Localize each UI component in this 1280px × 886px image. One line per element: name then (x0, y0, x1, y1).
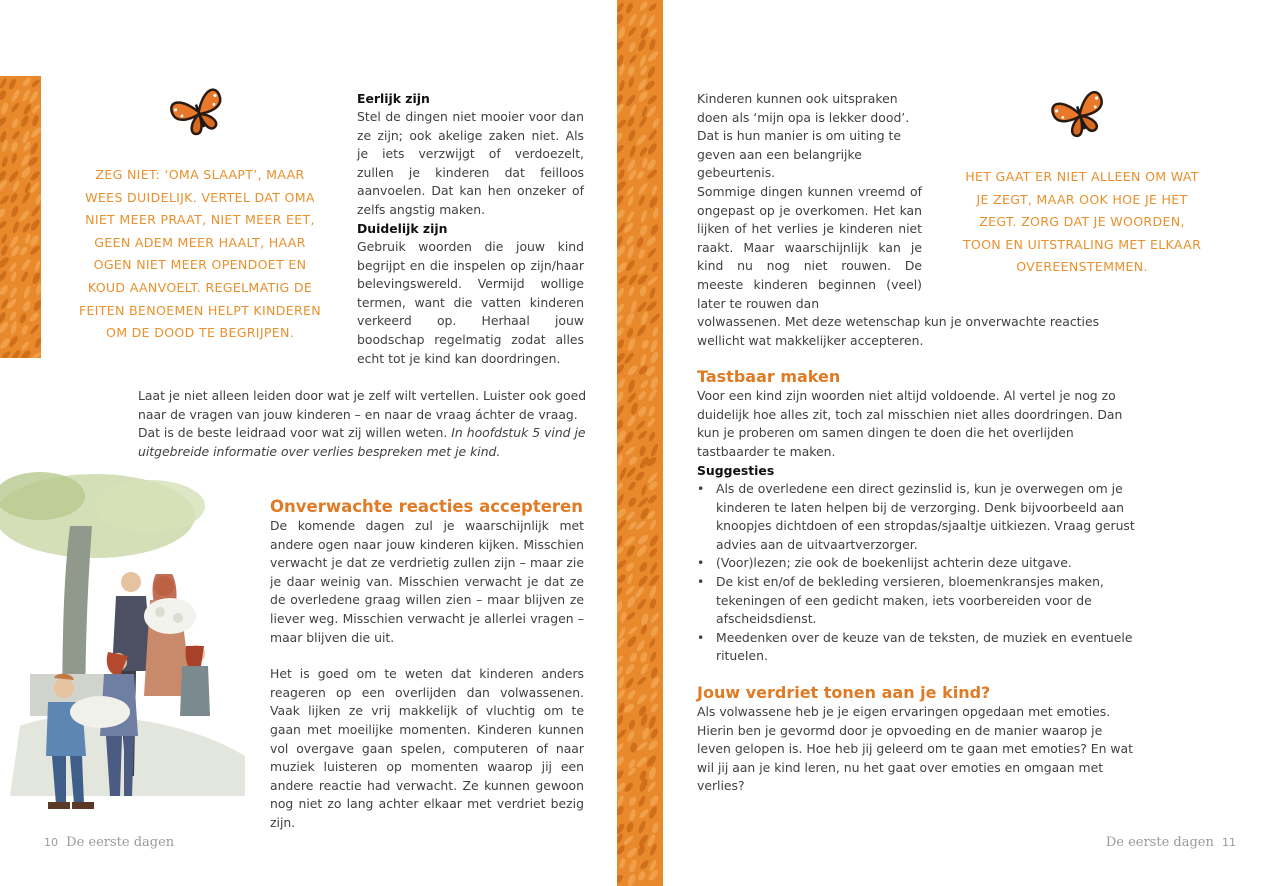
suggestion-text: De kist en/of de bekleding versieren, bloemenkransjes maken, tekeningen of een gedicht maken, iets voorbereiden voor de afscheidsdienst. (716, 573, 1104, 627)
unexpected-reactions-heading: Onverwachte reacties accepteren (270, 497, 583, 516)
right-page-footer (1106, 835, 1236, 850)
clear-heading: Duidelijk zijn (357, 221, 448, 236)
grief-heading: Jouw verdriet tonen aan je kind? (697, 683, 991, 702)
center-decorative-strip (617, 0, 663, 886)
suggestion-item (697, 554, 1139, 573)
suggestion-item (697, 480, 1139, 554)
left-decorative-strip (0, 76, 41, 358)
tangible-heading: Tastbaar maken (697, 367, 841, 386)
suggestions-section (697, 462, 1139, 666)
right-page-number: 11 (1222, 836, 1236, 849)
left-footer-title: De eerste dagen (66, 835, 175, 850)
bullet-icon: • (697, 573, 705, 589)
tangible-section (697, 367, 1139, 461)
unexpected-reactions-section (270, 497, 584, 833)
right-intro-paragraph-2b: volwassenen. Met deze wetenschap kun je onverwachte reacties wellicht wat makkelijker accepteren. (697, 314, 1100, 348)
listen-text: Laat je niet alleen leiden door wat je zelf wilt vertellen. Luister ook goed naar de vragen van jouw kinderen – en naar de vraag áchter de vraag. Dat is de beste leidraad voor wat zij willen weten. (138, 388, 587, 441)
left-page-number: 10 (44, 836, 58, 849)
clear-paragraph: Gebruik woorden die jouw kind begrijpt en die inspelen op zijn/haar belevingswereld. Vermijd wollige termen, want die vatten kinderen verkeerd op. Herhaal jouw boodschap regelmatig zodat alles echt tot je kind kan doordringen. (357, 239, 584, 366)
suggestion-text: (Voor)lezen; zie ook de boekenlijst achterin deze uitgave. (716, 555, 1072, 571)
left-pull-quote: ZEG NIET: ‘OMA SLAAPT’, MAAR WEES DUIDELIJK. VERTEL DAT OMA NIET MEER PRAAT, NIET MEER EET, GEEN ADEM MEER HAALT, HAAR OGEN NIET MEER OPENDOET EN KOUD AANVOELT. REGELMATIG DE FEITEN BENOEMEN HELPT KINDEREN OM DE DOOD TE BEGRIJPEN. (78, 167, 322, 341)
butterfly-illustration-right (1045, 84, 1115, 146)
unexpected-reactions-paragraph-2: Het is goed om te weten dat kinderen anders reageren op een overlijden dan volwassenen. Vaak lijken ze vrij makkelijk of vluchtig om te gaan met moeilijke momenten. Kinderen kunnen vol overgave gaan spelen, computeren of naar muziek luisteren op momenten waarop jij een andere reactie had verwacht. Ze kunnen gewoon nog niet zo lang achter elkaar met verdriet bezig zijn. (270, 666, 584, 830)
right-intro-paragraph-1: Kinderen kunnen ook uitspraken doen als ‘mijn opa is lekker dood’. Dat is hun manier is om uiting te geven aan een belangrijke gebeurtenis. (697, 91, 910, 181)
left-page-footer (44, 835, 174, 850)
bullet-icon: • (697, 555, 705, 571)
honest-paragraph: Stel de dingen niet mooier voor dan ze zijn; ook akelige zaken niet. Als je iets verzwijgt of verdoezelt, zullen je kinderen dat feilloos aanvoelen. Dat kan hen onzeker of zelfs angstig maken. (357, 109, 584, 217)
honest-heading: Eerlijk zijn (357, 91, 430, 106)
honest-section (357, 90, 584, 220)
clear-section (357, 220, 584, 368)
suggestion-item (697, 573, 1139, 629)
suggestions-list (697, 480, 1139, 666)
right-pull-quote: HET GAAT ER NIET ALLEEN OM WAT JE ZEGT, MAAR OOK HOE JE HET ZEGT. ZORG DAT JE WOORDEN, TOON EN UITSTRALING MET ELKAAR OVEREENSTEMMEN. (962, 169, 1202, 275)
right-footer-title: De eerste dagen (1105, 835, 1214, 850)
bullet-icon: • (697, 629, 705, 645)
tangible-paragraph: Voor een kind zijn woorden niet altijd voldoende. Al vertel je nog zo duidelijk hoe alles zit, toch zal misschien niet alles doordringen. Dan kun je proberen om samen dingen te doen die het overlijden tastbaarder te maken. (697, 388, 1123, 459)
butterfly-illustration-left (164, 82, 234, 144)
suggestion-text: Meedenken over de keuze van de teksten, de muziek en eventuele ritueIen. (716, 629, 1133, 664)
listen-italic-note: In hoofdstuk 5 vind je uitgebreide informatie over verlies bespreken met je kind. (138, 425, 586, 459)
suggestion-text: Als de overledene een direct gezinslid is, kun je overwegen om je kinderen te laten helpen bij de verzorging. Denk bijvoorbeeld aan knoopjes dichtdoen of een stropdas/sjaaltje uitkiezen. Vraag gerust advies aan de uitvaartverzorger. (716, 481, 1135, 552)
family-illustration (0, 466, 255, 816)
listen-paragraph (138, 387, 588, 461)
grief-paragraph: Als volwassene heb je je eigen ervaringen opgedaan met emoties. Hierin ben je gevormd door je opvoeding en de manier waarop je leven gelopen is. Hoe heb jij geleerd om te gaan met emoties? En wat wil jij aan je kind leren, nu het gaat over emoties en omgaan met verlies? (697, 704, 1133, 794)
suggestion-item (697, 629, 1139, 666)
right-intro-paragraph-2a: Sommige dingen kunnen vreemd of ongepast op je overkomen. Het kan lijken of het verlies je kinderen niet raakt. Maar waarschijnlijk kan je kind nu nog niet rouwen. De meeste kinderen beginnen (veel) later te rouwen dan (697, 184, 922, 311)
grief-section (697, 683, 1139, 796)
bullet-icon: • (697, 481, 705, 496)
unexpected-reactions-paragraph-1: De komende dagen zul je waarschijnlijk met andere ogen naar jouw kinderen kijken. Misschien verwacht je dat ze verdrietig zullen zijn – maar zie je daar weinig van. Misschien verwacht je dat ze de overledene graag willen zien – maar blijven ze liever weg. Misschien verwacht je allerlei vragen – maar blijven die uit. (270, 518, 584, 645)
suggestions-heading: Suggesties (697, 463, 775, 478)
